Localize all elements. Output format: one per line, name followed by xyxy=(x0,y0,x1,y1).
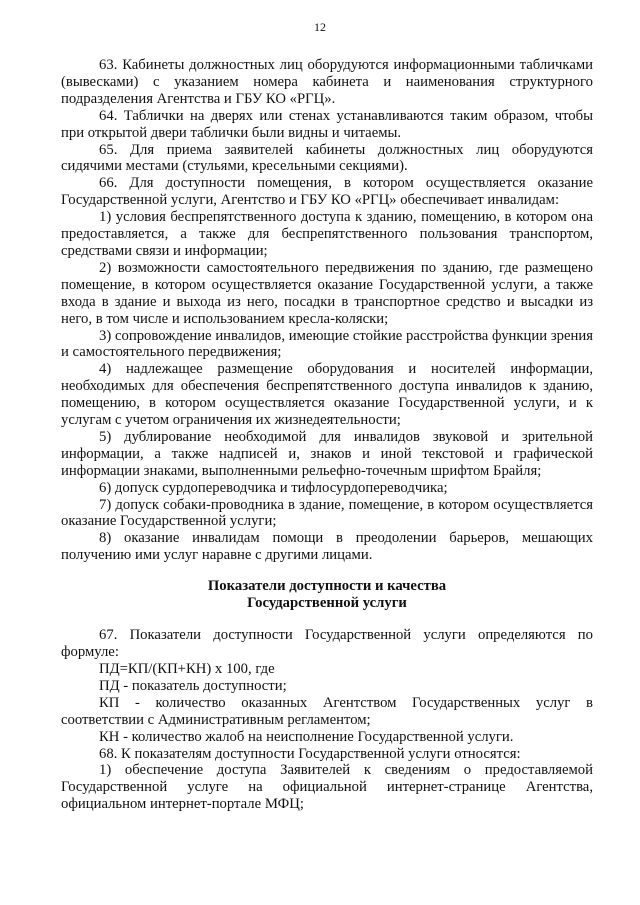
list-item-3: 3) сопровождение инвалидов, имеющие стойкие расстройства функции зрения и самостоятельного передвижения; xyxy=(61,327,593,361)
list-item-5: 5) дублирование необходимой для инвалидов звуковой и зрительной информации, а также надписей и, знаков и иной текстовой и графической информации знаками, выполненными рельефно-точечным шрифтом Брайля; xyxy=(61,428,593,479)
list-item-7: 7) допуск собаки-проводника в здание, помещение, в котором осуществляется оказание Государственной услуги; xyxy=(61,496,593,530)
page-number: 12 xyxy=(314,20,326,34)
paragraph-68: 68. К показателям доступности Государственной услуги относятся: xyxy=(99,745,521,762)
formula: ПД=КП/(КП+КН) х 100, где xyxy=(99,661,275,677)
section-heading-line-1: Показатели доступности и качества xyxy=(207,578,447,595)
paragraph-64: 64. Таблички на дверях или стенах устанавливаются таким образом, чтобы при открытой двери таблички были видны и читаемы. xyxy=(61,107,593,141)
list-item-2: 2) возможности самостоятельного передвижения по зданию, где размещено помещение, в котором осуществляется оказание Государственной услуги, а также входа в здание и выхода из него, посадки в транспортное средство и высадки из него, в том числе и использованием кресла-коляски; xyxy=(61,259,593,327)
document-body xyxy=(61,57,593,813)
definition-pd: ПД - показатель доступности; xyxy=(99,677,287,694)
section-heading xyxy=(61,578,593,612)
definition-kn: КН - количество жалоб на неисполнение Государственной услуги. xyxy=(99,728,514,745)
list-item-1: 1) условия беспрепятственного доступа к зданию, помещению, в котором она предоставляется, а также для беспрепятственного пользования транспортом, средствами связи и информации; xyxy=(61,209,593,259)
section-heading-line-2: Государственной услуги xyxy=(247,595,407,612)
list-item-8: 8) оказание инвалидам помощи в преодолении барьеров, мешающих получению ими услуг наравне с другими лицами. xyxy=(61,530,593,564)
list-item-6: 6) допуск сурдопереводчика и тифлосурдопереводчика; xyxy=(99,479,448,496)
list-item-4: 4) надлежащее размещение оборудования и носителей информации, необходимых для обеспечения беспрепятственного доступа инвалидов к зданию, помещению, в котором осуществляется оказание Государственной услуги, и к услугам с учетом ограничения их жизнедеятельности; xyxy=(61,361,593,429)
indicator-item-1: 1) обеспечение доступа Заявителей к сведениям о предоставляемой Государственной услуге на официальной интернет-странице Агентства, официальном интернет-портале МФЦ; xyxy=(61,762,593,813)
paragraph-65: 65. Для приема заявителей кабинеты должностных лиц оборудуются сидячими местами (стульями, кресельными секциями). xyxy=(61,141,593,175)
paragraph-67: 67. Показатели доступности Государственной услуги определяются по формуле: xyxy=(61,627,593,661)
paragraph-66: 66. Для доступности помещения, в котором осуществляется оказание Государственной услуги, Агентство и ГБУ КО «РГЦ» обеспечивает инвалидам: xyxy=(61,175,593,209)
paragraph-63: 63. Кабинеты должностных лиц оборудуются информационными табличками (вывесками) с указанием номера кабинета и наименования структурного подразделения Агентства и ГБУ КО «РГЦ». xyxy=(61,57,593,107)
definition-kp: КП - количество оказанных Агентством Государственных услуг в соответствии с Административным регламентом; xyxy=(61,694,593,728)
